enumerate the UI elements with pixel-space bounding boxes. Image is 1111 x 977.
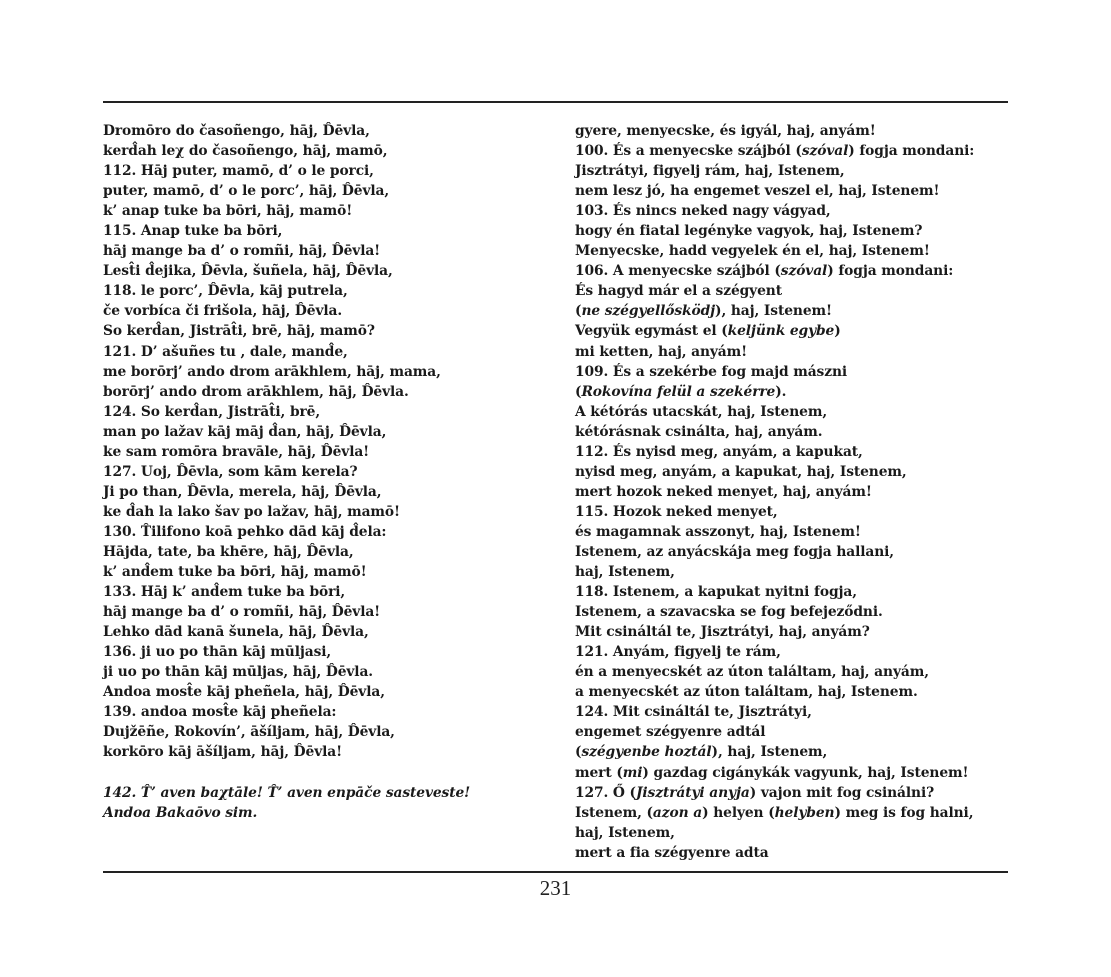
translation-line [575,221,1015,241]
verse-line: k’ anap tuke ba bōri, hāj, mamō! [103,203,353,220]
translation-line [575,281,1015,301]
verse-line: 118. le porc’, D̂ēvla, kāj putrela, [103,283,348,300]
line-text: 100. És a menyecske szájból ( [575,143,802,160]
verse-line: 121. D’ ašuñes tu , dale, mand̂e, [103,343,348,360]
translation-line [575,622,1015,642]
verse-line: Ji po than, D̂ēvla, merela, hāj, D̂ēvla, [103,483,382,500]
italic-gloss: szégyenbe hoztál [581,744,712,761]
translation-line [575,682,1015,702]
line-text: mert hozok neked menyet, haj, anyám! [575,483,872,500]
line-text: 115. Hozok neked menyet, [575,503,778,520]
translation-line [575,241,1015,261]
translation-line [575,201,1015,221]
italic-gloss: ne szégyellősködj [581,303,716,320]
line-text: nyisd meg, anyám, a kapukat, haj, Istenem, [575,463,907,480]
bottom-rule [103,871,1008,873]
translation-line [575,763,1015,783]
verse-line: 136. ji uo po thān kāj mūljasi, [103,644,332,661]
italic-gloss: szóval [801,143,849,160]
translation-line [575,321,1015,341]
line-text: gyere, menyecske, és igyál, haj, anyám! [575,123,876,139]
verse-line: me borōrj’ ando drom arākhlem, hāj, mama, [103,363,441,380]
verse-line: Dromōro do časoñengo, hāj, D̂ēvla, [103,123,370,139]
line-text: haj, Istenem, [575,824,675,841]
verse-line: korkōro kāj āšíljam, hāj, D̂ēvla! [103,744,343,761]
verse-line: Lest̂i d̂ejika, D̂ēvla, šuñela, hāj, D̂ēvla, [103,263,393,280]
translation-line [575,482,1015,502]
translation-line [575,562,1015,582]
verse-line: 130. T̂ilifono koā pehko dād kāj d̂ela: [103,523,387,540]
verse-line: ke d̂ah la lako šav po lažav, hāj, mamō! [103,503,400,520]
line-text: 109. És a szekérbe fog majd mászni [575,363,848,380]
verse-line: 124. So kerd̂an, Jistrāt̂i, brē, [103,403,321,420]
italic-gloss: szóval [780,263,828,280]
line-text: ( [575,744,582,761]
verse-line: Lehko dād kanā šunela, hāj, D̂ēvla, [103,624,369,641]
line-text: ) fogja mondani: [848,143,975,160]
line-text: 103. És nincs neked nagy vágyad, [575,203,831,220]
line-text: ) [834,323,841,340]
translation-line [575,502,1015,522]
line-text: ) gazdag cigánykák vagyunk, haj, Istenem! [642,764,969,781]
verse-line: hāj mange ba d’ o romñi, hāj, D̂ēvla! [103,243,381,260]
translation-line [575,602,1015,622]
translation-line [575,542,1015,562]
translation-line [575,843,1015,863]
translation-line [575,261,1015,281]
line-text: 118. Istenem, a kapukat nyitni fogja, [575,584,857,601]
translation-line [575,362,1015,382]
translation-line [575,662,1015,682]
verse-line: 133. Hāj k’ and̂em tuke ba bōri, [103,584,346,601]
line-text: Jisztrátyi, figyelj rám, haj, Istenem, [575,163,845,180]
line-text: hogy én fiatal legényke vagyok, haj, Istenem? [575,223,923,240]
line-text: 112. És nyisd meg, anyám, a kapukat, [575,443,863,460]
line-text: Vegyük egymást el ( [575,323,728,340]
translation-line [575,301,1015,321]
italic-gloss: mi [622,764,643,781]
italic-gloss: keljünk egybe [727,323,835,340]
line-text: engemet szégyenre adtál [575,724,766,741]
line-text: ). [775,383,787,400]
translation-line [575,121,1015,141]
verse-line: puter, mamō, d’ o le porc’, hāj, D̂ēvla, [103,183,390,200]
line-text: ) meg is fog halni, [834,804,974,821]
page-number: 231 [539,876,572,900]
translation-line [575,522,1015,542]
italic-gloss: azon a [652,804,703,821]
translation-line [575,462,1015,482]
translation-line [575,141,1015,161]
verse-line: k’ and̂em tuke ba bōri, hāj, mamō! [103,564,367,581]
closing-line: 142. T̂’ aven baχtāle! T̂’ aven enpāče sasteveste! [103,784,471,801]
line-text: nem lesz jó, ha engemet veszel el, haj, Istenem! [575,183,940,200]
translation-line [575,702,1015,722]
line-text: haj, Istenem, [575,564,675,581]
stanza-gap [103,763,543,783]
verse-line: ke sam romōra bravāle, hāj, D̂ēvla! [103,443,370,460]
romani-text-column [103,121,543,823]
translation-line [575,181,1015,201]
top-rule [103,101,1008,103]
translation-line [575,342,1015,362]
verse-line: kerd̂ah leχ do časoñengo, hāj, mamō, [103,143,388,160]
line-text: Menyecske, hadd vegyelek én el, haj, Istenem! [575,243,930,260]
line-text: én a menyecskét az úton találtam, haj, anyám, [575,664,929,681]
verse-line: če vorbíca či frišola, hāj, D̂ēvla. [103,303,343,320]
translation-line [575,742,1015,762]
line-text: és magamnak asszonyt, haj, Istenem! [575,523,861,540]
line-text: ) helyen ( [702,804,775,821]
line-text: Istenem, ( [575,804,653,821]
translation-line [575,783,1015,803]
line-text: mert ( [575,764,623,781]
translation-line [575,803,1015,823]
verse-line: Hājda, tate, ba khēre, hāj, D̂ēvla, [103,543,354,560]
verse-line: Dujžēñe, Rokovín’, āšíljam, hāj, D̂ēvla, [103,724,395,741]
closing-line: Andoa Bakaōvo sim. [103,804,258,821]
verse-line: 112. Hāj puter, mamō, d’ o le porci, [103,163,374,180]
line-text: ) fogja mondani: [827,263,954,280]
translation-line [575,422,1015,442]
verse-line: Andoa most̂e kāj pheñela, hāj, D̂ēvla, [103,684,385,701]
translation-line [575,722,1015,742]
italic-gloss: Jisztrátyi anyja [635,784,750,801]
italic-gloss: Rokovína felül a szekérre [581,383,776,400]
line-text: 124. Mit csináltál te, Jisztrátyi, [575,704,812,721]
line-text: mi ketten, haj, anyám! [575,343,748,360]
translation-line [575,382,1015,402]
line-text: A kétórás utacskát, haj, Istenem, [575,403,828,420]
verse-line: 139. andoa most̂e kāj pheñela: [103,704,337,721]
translation-line [575,442,1015,462]
verse-line: 115. Anap tuke ba bōri, [103,223,283,240]
translation-line [575,161,1015,181]
line-text: a menyecskét az úton találtam, haj, Istenem. [575,684,918,701]
translation-line [575,582,1015,602]
line-text: kétórásnak csinálta, haj, anyám. [575,423,823,440]
verse-line: ji uo po thān kāj mūljas, hāj, D̂ēvla. [103,664,373,681]
verse-line: 127. Uoj, D̂ēvla, som kām kerela? [103,463,358,480]
line-text: ), haj, Istenem, [711,744,828,761]
verse-line: man po lažav kāj māj d̂an, hāj, D̂ēvla, [103,423,387,440]
italic-gloss: helyben [774,804,835,821]
verse-line: So kerd̂an, Jistrāt̂i, brē, hāj, mamō? [103,323,375,340]
line-text: És hagyd már el a szégyent [575,283,782,300]
verse-line: borōrj’ ando drom arākhlem, hāj, D̂ēvla. [103,383,409,400]
line-text: Istenem, az anyácskája meg fogja hallani, [575,543,895,560]
translation-line [575,642,1015,662]
verse-line: hāj mange ba d’ o romñi, hāj, D̂ēvla! [103,604,381,621]
line-text: Istenem, a szavacska se fog befejeződni. [575,604,883,621]
hungarian-translation-column [575,121,1015,863]
line-text: ), haj, Istenem! [715,303,832,320]
line-text: ( [575,383,582,400]
line-text: 106. A menyecske szájból ( [575,263,781,280]
line-text: mert a fia szégyenre adta [575,844,769,861]
line-text: ( [575,303,582,320]
line-text: 121. Anyám, figyelj te rám, [575,644,781,661]
translation-line [575,823,1015,843]
line-text: ) vajon mit fog csinálni? [749,784,935,801]
line-text: Mit csináltál te, Jisztrátyi, haj, anyám? [575,624,870,641]
line-text: 127. Ő ( [575,784,636,801]
translation-line [575,402,1015,422]
